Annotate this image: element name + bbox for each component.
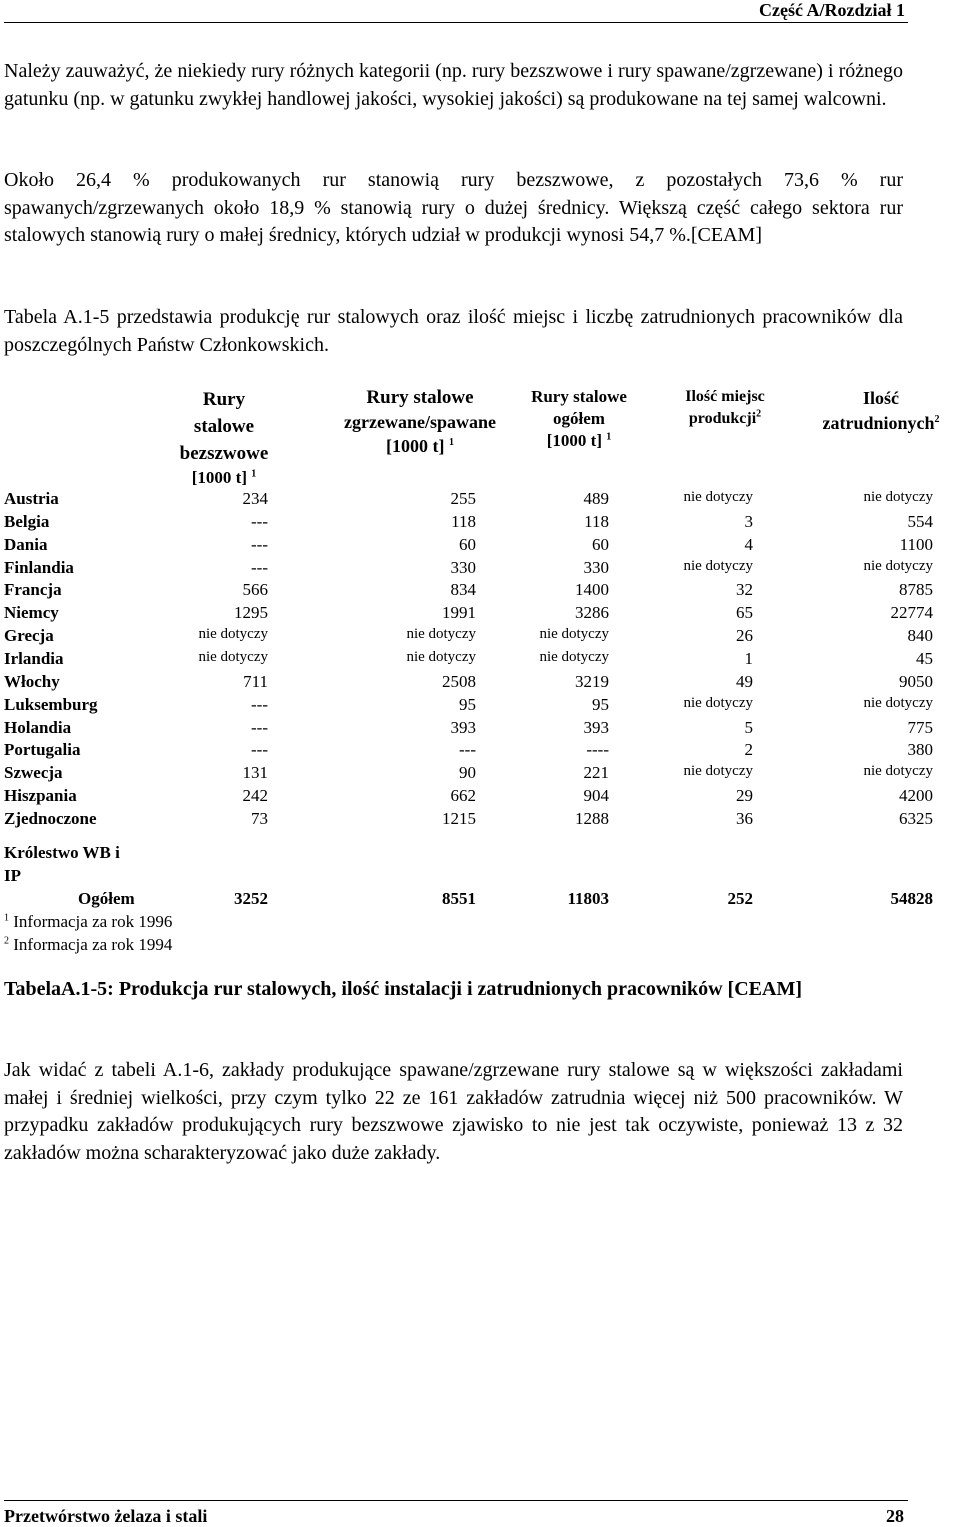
table-caption: TabelaA.1-5: Produkcja rur stalowych, ilość instalacji i zatrudnionych pracowników [CEAM] — [4, 978, 802, 1000]
header-seamless-line3: bezszwowe — [179, 443, 269, 464]
cell-sites: 4 — [744, 534, 753, 554]
country-name: Austria — [4, 489, 59, 508]
cell-sites: 36 — [736, 808, 753, 828]
table-row-country-continued-2 — [0, 866, 960, 888]
cell-welded: 2508 — [442, 671, 476, 691]
cell-employees: nie dotyczy — [863, 489, 933, 505]
cell-employees: 22774 — [890, 603, 933, 623]
cell-employees: 554 — [907, 511, 933, 531]
footer-title: Przetwórstwo żelaza i stali — [4, 1506, 208, 1526]
table-row — [0, 535, 960, 557]
cell-total-pipes: 95 — [592, 694, 609, 714]
cell-employees: 775 — [907, 717, 933, 737]
cell-welded: 95 — [459, 694, 476, 714]
cell-total-pipes: 489 — [583, 489, 609, 508]
cell-total-pipes: 3286 — [575, 603, 609, 623]
cell-total-pipes: nie dotyczy — [539, 648, 609, 665]
cell-employees: 8785 — [899, 580, 933, 600]
footer-rule — [4, 1500, 908, 1501]
country-name: Finlandia — [4, 557, 74, 577]
total-seamless: 3252 — [234, 889, 268, 908]
cell-welded: 662 — [450, 786, 476, 806]
country-name: Belgia — [4, 511, 50, 531]
cell-sites: 1 — [744, 648, 753, 668]
cell-seamless: 566 — [242, 580, 268, 600]
total-sites: 252 — [727, 889, 753, 908]
cell-total-pipes: 330 — [583, 557, 609, 577]
cell-welded: 1215 — [442, 808, 476, 828]
header-employees-line1: Ilość — [863, 388, 899, 408]
country-name-continued-1: Królestwo WB i — [4, 843, 120, 862]
cell-employees: 6325 — [899, 808, 933, 828]
cell-total-pipes: ---- — [586, 740, 609, 760]
cell-total-pipes: 393 — [583, 717, 609, 737]
cell-total-pipes: 3219 — [575, 671, 609, 691]
cell-welded: 393 — [450, 717, 476, 737]
cell-total-pipes: 60 — [592, 534, 609, 554]
country-name: Luksemburg — [4, 694, 98, 714]
cell-seamless: nie dotyczy — [198, 648, 268, 665]
cell-sites: nie dotyczy — [683, 557, 753, 574]
cell-sites: 49 — [736, 671, 753, 691]
country-name: Szwecja — [4, 763, 63, 783]
cell-welded: --- — [459, 740, 476, 760]
header-total-unit: [1000 t] — [546, 431, 602, 450]
header-sites-sup: 2 — [756, 408, 762, 420]
cell-sites: 29 — [736, 786, 753, 806]
cell-employees: 1100 — [899, 534, 933, 554]
header-sites-line1: Ilość miejsc — [685, 388, 765, 405]
cell-employees: 4200 — [899, 786, 933, 806]
paragraph-3: Tabela A.1-5 przedstawia produkcję rur stalowych oraz ilość miejsc i liczbę zatrudnionych pracowników dla poszczególnych Państw Członkowskich. — [4, 306, 903, 356]
table-row — [0, 558, 960, 580]
cell-sites: 32 — [736, 580, 753, 600]
paragraph-1: Należy zauważyć, że niekiedy rury różnych kategorii (np. rury bezszwowe i rury spawane/zgrzewane) i różnego gatunku (np. w gatunku zwykłej handlowej jakości, wysokiej jakości) są produkowane na tej samej walcowni. — [4, 60, 903, 110]
paragraph-2: Około 26,4 % produkowanych rur stanowią rury bezszwowe, z pozostałych 73,6 % rur spawanych/zgrzewanych około 18,9 % stanowią rury o dużej średnicy. Większą część całego sektora rur stalowych stanowią rury o małej średnicy, których udział w produkcji wynosi 54,7 %.[CEAM] — [4, 169, 903, 246]
table-row — [0, 626, 960, 648]
header-seamless — [168, 386, 280, 489]
cell-welded: 255 — [450, 489, 476, 508]
table-row — [0, 718, 960, 740]
header-sites-line2: produkcji — [688, 410, 757, 427]
country-name: Holandia — [4, 717, 72, 737]
header-total-line1: Rury stalowe — [531, 387, 627, 406]
table-row — [0, 786, 960, 808]
table-row — [0, 580, 960, 602]
cell-total-pipes: 1400 — [575, 580, 609, 600]
table-row — [0, 740, 960, 762]
cell-employees: nie dotyczy — [863, 763, 933, 780]
header-employees-sup: 2 — [934, 414, 940, 425]
cell-sites: nie dotyczy — [683, 763, 753, 780]
table-row — [0, 649, 960, 671]
cell-welded: 118 — [451, 511, 476, 531]
country-name: Dania — [4, 534, 48, 554]
cell-seamless: --- — [251, 511, 268, 531]
footnote-1-text: Informacja za rok 1996 — [13, 912, 173, 931]
cell-employees: 380 — [907, 740, 933, 760]
cell-welded: nie dotyczy — [406, 648, 476, 665]
paragraph-4: Jak widać z tabeli A.1-6, zakłady produkujące spawane/zgrzewane rury stalowe są w większości zakładami małej i średniej wielkości, przy czym tylko 22 ze 161 zakładów zatrudnia więcej niż 500 pracowników. W przypadku zakładów produkujących rury bezszwowe zjawisko to nie jest tak oczywiste, ponieważ 13 z 32 zakładów można scharakteryzować jako duże zakłady. — [4, 1059, 903, 1164]
total-employees: 54828 — [890, 889, 933, 908]
cell-welded: 834 — [450, 580, 476, 600]
header-welded-sup: 1 — [448, 437, 454, 448]
header-total-line2: ogółem — [553, 409, 605, 428]
header-seamless-unit: [1000 t] — [191, 468, 247, 487]
cell-total-pipes: 1288 — [575, 808, 609, 828]
cell-seamless: 242 — [242, 786, 268, 806]
cell-seamless: --- — [251, 717, 268, 737]
country-name-continued-2: IP — [4, 866, 21, 885]
table-row — [0, 603, 960, 625]
cell-employees: 840 — [907, 626, 933, 646]
cell-sites: 26 — [736, 626, 753, 646]
country-name: Niemcy — [4, 603, 59, 623]
cell-welded: 60 — [459, 534, 476, 554]
production-table — [0, 386, 960, 954]
cell-seamless: --- — [251, 534, 268, 554]
header-total-pipes — [515, 386, 643, 452]
header-seamless-line2: stalowe — [193, 416, 255, 437]
cell-sites: nie dotyczy — [683, 694, 753, 711]
table-row — [0, 695, 960, 717]
header-welded-line2: zgrzewane/spawane — [344, 412, 496, 432]
cell-welded: 90 — [459, 763, 476, 783]
cell-total-pipes: 904 — [583, 786, 609, 806]
table-row-total — [0, 889, 960, 911]
table-row-country-continued — [0, 843, 960, 865]
cell-sites: 3 — [744, 511, 753, 531]
cell-seamless: 234 — [242, 489, 268, 508]
cell-sites: 65 — [736, 603, 753, 623]
cell-sites: 5 — [744, 717, 753, 737]
country-name: Włochy — [4, 671, 60, 691]
table-row — [0, 672, 960, 694]
cell-welded: 330 — [450, 557, 476, 577]
cell-seamless: 1295 — [234, 603, 268, 623]
table-row — [0, 489, 960, 511]
cell-employees: 9050 — [899, 671, 933, 691]
header-seamless-line1: Rury — [202, 389, 246, 410]
header-section: Część A/Rozdział 1 — [759, 0, 905, 20]
cell-seamless: 131 — [242, 763, 268, 783]
footnote-2-text: Informacja za rok 1994 — [13, 935, 173, 954]
page-number: 28 — [886, 1506, 904, 1526]
cell-sites: nie dotyczy — [683, 489, 753, 505]
cell-seamless: 73 — [251, 808, 268, 828]
cell-seamless: --- — [251, 740, 268, 760]
footnote-2 — [4, 935, 172, 955]
cell-employees: nie dotyczy — [863, 694, 933, 711]
table-row — [0, 809, 960, 831]
header-welded-line1: Rury stalowe — [366, 387, 474, 408]
footnote-1 — [4, 912, 172, 932]
cell-total-pipes: 221 — [583, 763, 609, 783]
cell-sites: 2 — [744, 740, 753, 760]
country-name: Francja — [4, 580, 62, 600]
header-rule — [4, 22, 908, 23]
cell-seamless: 711 — [243, 671, 268, 691]
total-pipes: 11803 — [567, 889, 609, 908]
cell-employees: nie dotyczy — [863, 557, 933, 574]
cell-welded: 1991 — [442, 603, 476, 623]
country-name: Grecja — [4, 626, 54, 646]
country-name: Hiszpania — [4, 786, 77, 806]
footnote-1-number: 1 — [4, 912, 9, 924]
total-label: Ogółem — [78, 889, 135, 908]
header-total-sup: 1 — [606, 431, 612, 443]
header-sites — [660, 386, 790, 430]
cell-total-pipes: 118 — [584, 511, 609, 531]
country-name: Portugalia — [4, 740, 81, 760]
header-seamless-sup: 1 — [251, 468, 257, 480]
cell-welded: nie dotyczy — [406, 626, 476, 643]
total-welded: 8551 — [442, 889, 476, 908]
country-name: Zjednoczone — [4, 808, 97, 828]
header-welded — [320, 386, 520, 458]
footnote-2-number: 2 — [4, 935, 9, 947]
table-row — [0, 763, 960, 785]
country-name: Irlandia — [4, 648, 64, 668]
cell-total-pipes: nie dotyczy — [539, 626, 609, 643]
header-employees — [806, 386, 956, 436]
cell-seamless: nie dotyczy — [198, 626, 268, 643]
cell-employees: 45 — [916, 648, 933, 668]
header-welded-unit: [1000 t] — [386, 436, 445, 456]
header-employees-line2: zatrudnionych — [822, 413, 935, 433]
table-row — [0, 512, 960, 534]
cell-seamless: --- — [251, 557, 268, 577]
cell-seamless: --- — [251, 694, 268, 714]
